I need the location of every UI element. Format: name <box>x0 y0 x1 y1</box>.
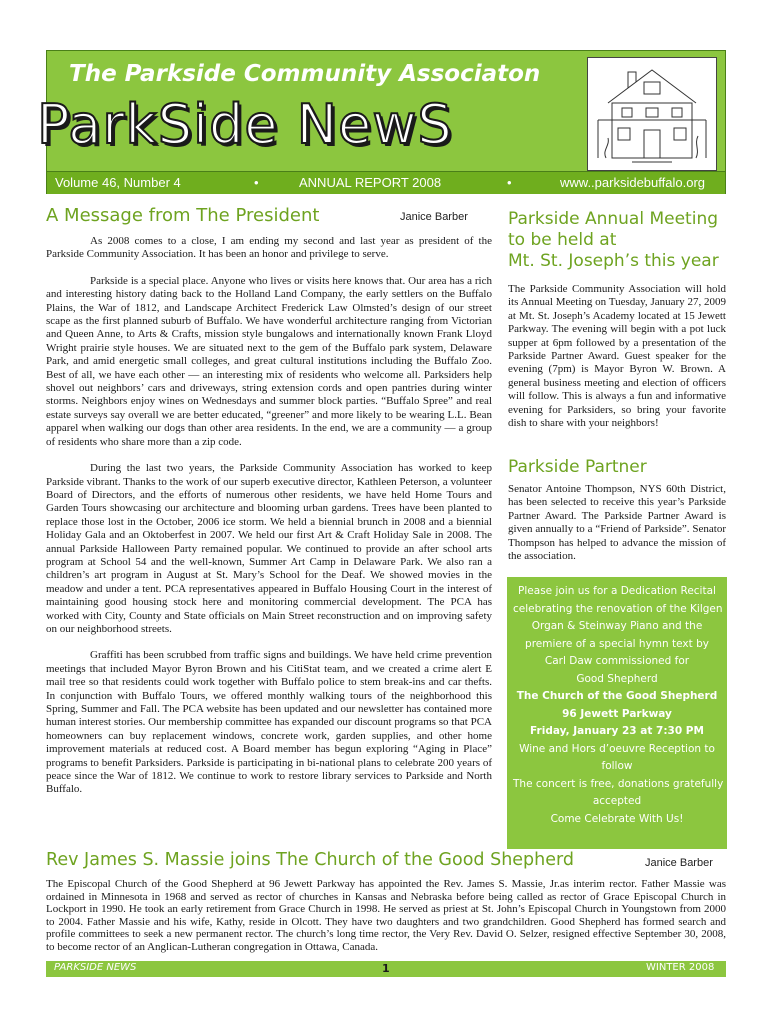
promo-line: Carl Daw commissioned for <box>544 655 690 667</box>
promo-date: Friday, January 23 at 7:30 PM <box>530 725 704 737</box>
rector-byline: Janice Barber <box>645 857 713 869</box>
promo-address: 96 Jewett Parkway <box>562 707 672 720</box>
heading-line: Parkside Annual Meeting <box>508 209 719 229</box>
dedication-recital-box <box>507 577 727 849</box>
association-name: The Parkside Community Associaton <box>69 61 541 87</box>
paragraph: Parkside is a special place. Anyone who lives or visits here knows that. Our area has a rich and interesting history dating back to the Holland Land Company, the early settlers on the Buffalo Plains, the War of 1812, and Landscape Architect Frederick Law Olmsted’s design of our street scape as the first planned suburb of Buffalo. We have wonderful architecture ranging from Victorian and Queen Anne, to Arts & Crafts, mission style bungalows and internationally known Frank Lloyd Wright prairie style houses. We are situated next to the gem of the Buffalo park system, Delaware Park, and amid energetic small colleges, and great cultural institutions including the Buffalo Zoo. Best of all, we have each other — an interesting mix of residents who welcome all. Parksiders help shovel out neighbors’ cars and driveways, string extension cords and open pantries during winter storms. Neighbors enjoy wines on Wednesdays and summer block parties. “Buffalo Spree” and real estate surveys say overall we are better educated, “greener” and more likely to be wearing L.L. Bean apparel when walking our dogs than other area residents. In the end, we are a community — a group of residents who share more than a zip code. <box>46 274 492 448</box>
annual-meeting-body: The Parkside Community Association will hold its Annual Meeting on Tuesday, January 27, 2009 at Mt. St. Joseph’s Academy located at 15 Jewett Parkway. The evening will begin with a pot luck supper at 6pm followed by a presentation of the Parkside Partner Award. Guest speaker for the evening (7pm) is Mayor Byron W. Brown. A general business meeting and election of officers will follow. This is always a fun and informative evening for Parksiders, so bring your favorite dish to share with your neighbors! <box>508 283 726 430</box>
parkside-partner-heading: Parkside Partner <box>508 457 647 477</box>
masthead-info-bar <box>47 171 725 194</box>
promo-line: The concert is free, donations gratefully <box>513 777 724 790</box>
separator-bullet: • <box>507 175 512 190</box>
promo-line: premiere of a special hymn text by <box>525 637 709 650</box>
promo-line: Organ & Steinway Piano and the <box>531 620 703 632</box>
president-message-heading: A Message from The President <box>46 205 320 226</box>
newsletter-title: ParkSide NewS <box>37 93 453 156</box>
house-illustration-icon <box>587 57 717 171</box>
president-message-body <box>46 235 492 810</box>
paragraph: Graffiti has been scrubbed from traffic signs and buildings. We have held crime prevention meetings that included Mayor Byron Brown and his CitiStat team, and we created a crime alert E mail tree so that residents could work together with Buffalo police to stem break-ins and car thefts. In conjunction with Buffalo Tours, we offered monthly walking tours of the neighborhood this Spring, Summer and Fall. The PCA website has been updated and our newsletter has contained more human interest stories. Our membership committee has expanded our discount programs so that PCA homeowners can buy replacement windows, concrete work, garden supplies, and other home improvement materials at reduced cost. A Board member has begun exploring “Aging in Place” programs to benefit Parksiders. Parkside is participating in bi-national plans to celebrate 200 years of peace since the War of 1812. We continue to work to restore library services to Parkside and North Buffalo. <box>46 649 492 796</box>
masthead <box>37 50 726 194</box>
rector-article-body: The Episcopal Church of the Good Shepherd at 96 Jewett Parkway has appointed the Rev. James S. Massie, Jr.as interim rector. Father Massie was ordained in Minnesota in 1968 and served as rector of churches in Kansas and Nebraska before being called as rector of Grace Episcopal Church in Lockport in 1990. He took an early retirement from Grace Church in 1998. He served as priest at St. John’s Episcopal Church in Youngstown from 2000 to 2004. Father Massie and his wife, Kathy, reside in Olcott. They have two daughters and two grandchildren. Good Shepherd has formed search and profile committees to seek a new permanent rector. The church’s long time rector, the Very Rev. David O. Selzer, resigned effective September 30, 2008, to become rector of an Anglican-Lutheran congregation in Ottawa, Canada. <box>46 878 726 953</box>
promo-line: Please join us for a Dedication Recital <box>518 585 716 597</box>
promo-line: Wine and Hors d’oeuvre Reception to <box>519 742 715 755</box>
paragraph: During the last two years, the Parkside Community Association has worked to keep Parkside vibrant. Thanks to the work of our superb executive director, Kathleen Peterson, a volunteer Board of Directors, and the efforts of numerous other residents, we have held Home Tours and Garden Tours showcasing our architecture and blooming urban gardens. Trees have been planted to replace those lost in the October, 2006 ice storm. We held a biennial brunch in 2008 and a biennial Holiday Gala and an Oktoberfest in 2007. We held our first Art & Craft Holiday Sale in 2008. The annual Parkside Halloween Party remained popular. We continued to provide an after school arts program at School 54 and the well-known, Summer Art Camp in Delaware Park. We also ran a children’s art program in August at St. Mary’s School for the Deaf. We showed movies in the meadow and under a tent. PCA representatives appeared in Buffalo Housing Court in the interest of maintaining good housing stock here and monitoring commercial development. The PCA has worked with City, County and State officials on Main Street reconstruction and on improving safety on our neighborhood streets. <box>46 462 492 635</box>
promo-line: Good Shepherd <box>576 672 658 685</box>
heading-line: Mt. St. Joseph’s this year <box>508 251 719 271</box>
page-number: 1 <box>382 962 390 975</box>
volume-number: Volume 46, Number 4 <box>55 175 181 190</box>
rector-article-heading: Rev James S. Massie joins The Church of the Good Shepherd <box>46 850 575 870</box>
footer-newsletter-name: PARKSIDE NEWS <box>54 962 137 973</box>
page-footer <box>46 961 726 977</box>
promo-line: Come Celebrate With Us! <box>550 812 684 825</box>
annual-report-label: ANNUAL REPORT 2008 <box>299 175 442 190</box>
separator-bullet: • <box>254 175 259 190</box>
annual-meeting-heading <box>508 209 728 272</box>
promo-line: celebrating the renovation of the Kilgen <box>513 602 723 615</box>
promo-line: follow <box>601 760 633 772</box>
parkside-partner-body: Senator Antoine Thompson, NYS 60th District, has been selected to receive this year’s Parkside Partner Award. The Parkside Partner Award is given annually to a “Friend of Parkside”. Senator Thompson has helped to advance the mission of the association. <box>508 483 726 563</box>
paragraph: As 2008 comes to a close, I am ending my second and last year as president of the Parkside Community Association. It has been an honor and privilege to serve. <box>46 235 492 261</box>
heading-line: to be held at <box>508 230 617 250</box>
promo-line: accepted <box>592 795 642 807</box>
website-link[interactable]: www..parksidebuffalo.org <box>560 175 706 190</box>
footer-issue: WINTER 2008 <box>646 962 715 973</box>
president-byline: Janice Barber <box>400 211 468 223</box>
promo-church-name: The Church of the Good Shepherd <box>516 690 718 702</box>
